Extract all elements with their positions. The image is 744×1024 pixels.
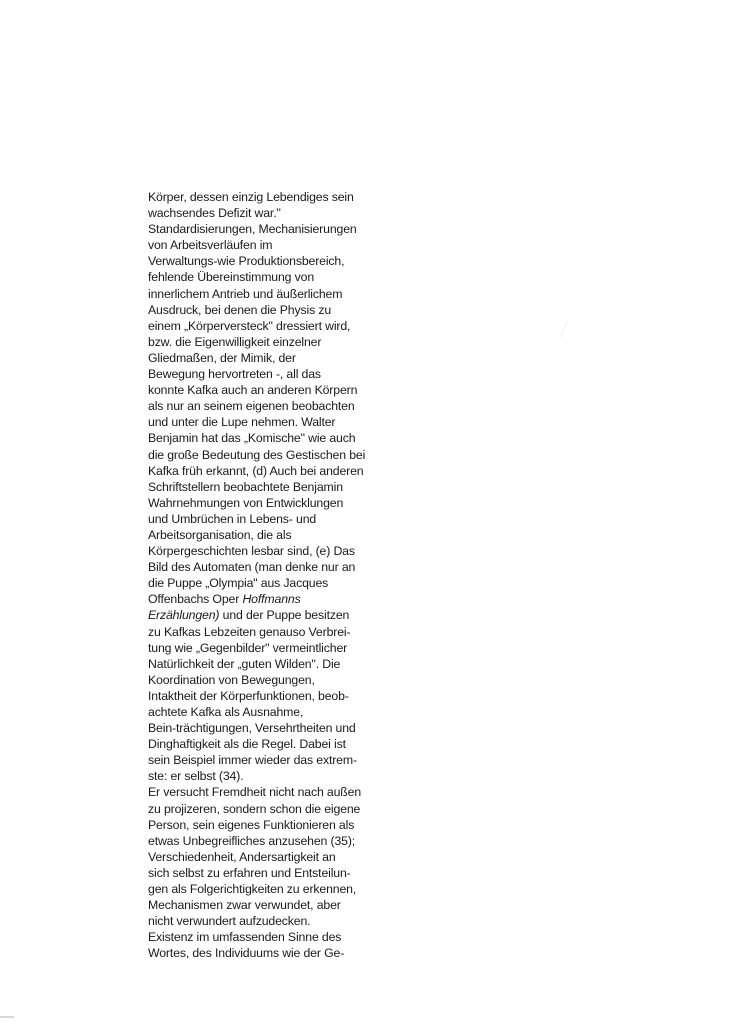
text-line-content: gen als Folgerichtigkeiten zu erkennen, (148, 882, 357, 897)
text-line (148, 833, 356, 849)
text-line (148, 817, 355, 833)
text-line (148, 704, 348, 720)
text-line (148, 688, 348, 704)
text-line-content: Er versucht Fremdheit nicht nach außen (148, 785, 362, 800)
text-line (148, 929, 348, 945)
text-line (148, 640, 348, 656)
text-line-content: etwas Unbegreifliches anzusehen (35); (148, 833, 356, 848)
text-line-content: einem „Körperversteck" dressiert wird, (148, 318, 351, 333)
text-line (148, 672, 348, 688)
text-line (148, 945, 348, 961)
text-line-content: zu projizeren, sondern schon die eigene (148, 801, 361, 816)
text-line (148, 575, 348, 591)
text-line-content: und Umbrüchen in Lebens- und (148, 511, 317, 526)
text-line (148, 237, 348, 253)
text-line-content: wachsendes Defizit war." (148, 206, 281, 221)
text-line-content: Wortes, des Individuums wie der Ge- (148, 946, 345, 961)
text-line (148, 656, 348, 672)
text-line (148, 897, 348, 913)
text-line-content: Standardisierungen, Mechanisierungen (148, 222, 357, 237)
text-line-content: als nur an seinem eigenen beobachten (148, 399, 355, 414)
text-line (148, 849, 348, 865)
text-line-content: Bild des Automaten (man denke nur an (148, 560, 356, 575)
text-line-content: fehlende Übereinstimmung von (148, 270, 315, 285)
scan-artifact-mark (559, 322, 575, 338)
scan-edge-mark (0, 1016, 14, 1018)
text-line-content: von Arbeitsverläufen im (148, 238, 273, 253)
text-line (148, 559, 356, 575)
text-line-content: Offenbachs Oper (148, 592, 243, 607)
text-line-content: die Puppe „Olympia" aus Jacques (148, 576, 329, 591)
text-line-content: Schriftstellern beobachtete Benjamin (148, 479, 343, 494)
text-line-content: Körpergeschichten lesbar sind, (e) Das (148, 544, 355, 559)
text-line (148, 720, 356, 736)
text-line (148, 205, 348, 221)
text-line (148, 269, 348, 285)
text-line (148, 881, 357, 897)
text-line-content: Koordination von Bewegungen, (148, 672, 315, 687)
text-line-content: Körper, dessen einzig Lebendiges sein (148, 190, 354, 204)
text-line (148, 382, 358, 398)
text-line (148, 913, 348, 929)
italic-title-text: Erzählungen) (148, 608, 220, 623)
text-line-content: nicht verwundert aufzudecken. (148, 914, 311, 929)
text-line-content: Verschiedenheit, Andersartigkeit an (148, 849, 336, 864)
text-line-content: konnte Kafka auch an anderen Körpern (148, 383, 358, 398)
body-text-column (148, 189, 366, 962)
text-line-content: die große Bedeutung des Gestischen bei (148, 447, 366, 462)
text-line (148, 784, 362, 800)
text-line (148, 414, 348, 430)
text-line-content: Benjamin hat das „Komische" wie auch (148, 431, 356, 446)
text-line (148, 350, 348, 366)
text-line-content: Person, sein eigenes Funktionieren als (148, 817, 355, 832)
text-line (148, 318, 351, 334)
text-line-content: Arbeitsorganisation, die als (148, 527, 292, 542)
text-line (148, 527, 348, 543)
text-line-content: Dinghaftigkeit als die Regel. Dabei ist (148, 737, 346, 752)
text-line-content: Wahrnehmungen von Entwicklungen (148, 495, 344, 510)
text-line (148, 430, 356, 446)
text-line (148, 189, 354, 205)
text-line (148, 479, 348, 495)
text-line-continuation: und der Puppe besitzen (219, 608, 350, 623)
text-line (148, 543, 355, 559)
italic-title-text: Hoffmanns (242, 592, 301, 607)
text-line (148, 591, 348, 607)
text-line-content: Natürlichkeit der „guten Wilden". Die (148, 656, 341, 671)
text-line-content: bzw. die Eigenwilligkeit einzelner (148, 334, 322, 349)
text-line (148, 334, 348, 350)
text-line (148, 221, 357, 237)
text-line-content: ste: er selbst (34). (148, 769, 244, 784)
text-line-content: Verwaltungs-wie Produktionsbereich, (148, 254, 345, 269)
text-line (148, 286, 348, 302)
text-line (148, 463, 364, 479)
text-line (148, 398, 355, 414)
text-line-content: innerlichem Antrieb und äußerlichem (148, 286, 343, 301)
text-line-content: und unter die Lupe nehmen. Walter (148, 415, 336, 430)
text-line-content: tung wie „Gegenbilder" vermeintlicher (148, 640, 348, 655)
text-line (148, 768, 348, 784)
text-line-content: Kafka früh erkannt, (d) Auch bei anderen (148, 463, 364, 478)
text-line (148, 511, 348, 527)
text-line-content: Intaktheit der Körperfunktionen, beob- (148, 688, 349, 703)
text-line (148, 801, 361, 817)
text-line-content: Gliedmaßen, der Mimik, der (148, 350, 296, 365)
text-line (148, 752, 357, 768)
text-line (148, 447, 366, 463)
text-line (148, 495, 348, 511)
text-line-content: zu Kafkas Lebzeiten genauso Verbrei- (148, 624, 351, 639)
text-line (148, 607, 348, 623)
text-line (148, 302, 348, 318)
text-line-content: Bein-trächtigungen, Versehrtheiten und (148, 721, 356, 736)
text-line-content: sein Beispiel immer wieder das extrem- (148, 753, 357, 768)
text-line (148, 736, 348, 752)
text-line (148, 865, 351, 881)
text-line-content: Existenz im umfassenden Sinne des (148, 930, 342, 945)
text-line (148, 366, 348, 382)
text-line-content: sich selbst zu erfahren und Entsteilun- (148, 865, 351, 880)
text-line (148, 624, 351, 640)
text-line-content: Ausdruck, bei denen die Physis zu (148, 302, 332, 317)
text-line-content: Bewegung hervortreten -, all das (148, 367, 321, 382)
text-line-content: achtete Kafka als Ausnahme, (148, 705, 304, 719)
text-line-content: Mechanismen zwar verwundet, aber (148, 898, 341, 913)
text-line (148, 253, 348, 269)
